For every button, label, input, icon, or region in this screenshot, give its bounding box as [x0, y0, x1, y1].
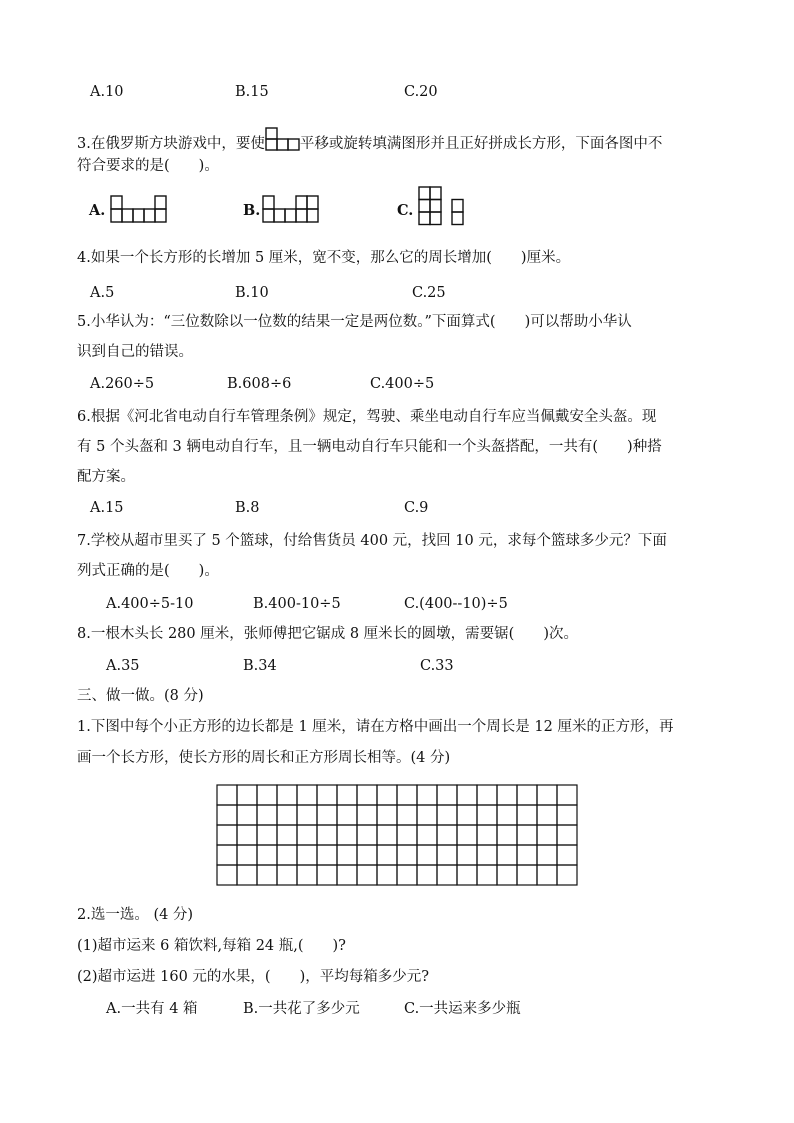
q7-question-line2: 列式正确的是( )。	[77, 563, 219, 579]
grid-cell[interactable]	[237, 785, 257, 805]
section-3-title: 三、做一做。(8 分)	[77, 688, 204, 704]
p1-line1: 1.下图中每个小正方形的边长都是 1 厘米，请在方格中画出一个周长是 12 厘米的正方形，再	[77, 719, 674, 735]
q6-question-line1: 6.根据《河北省电动自行车管理条例》规定，驾驶、乘坐电动自行车应当佩戴安全头盔。现	[77, 409, 657, 425]
grid-cell[interactable]	[377, 785, 397, 805]
grid-cell[interactable]	[317, 825, 337, 845]
grid-cell[interactable]	[377, 865, 397, 885]
q3-question-line1	[77, 127, 662, 154]
grid-cell[interactable]	[457, 865, 477, 885]
grid-cell[interactable]	[537, 845, 557, 865]
q6-question-line3: 配方案。	[77, 469, 135, 485]
grid-cell[interactable]	[377, 825, 397, 845]
grid-cell[interactable]	[497, 865, 517, 885]
grid-cell[interactable]	[517, 805, 537, 825]
q7-option-a[interactable]: A.400÷5-10	[106, 596, 194, 612]
grid-cell[interactable]	[277, 825, 297, 845]
q5-option-b[interactable]: B.608÷6	[227, 376, 292, 392]
q2-option-a[interactable]: A.10	[90, 84, 124, 100]
p2-option-c[interactable]: C.一共运来多少瓶	[404, 1001, 521, 1017]
grid-cell[interactable]	[397, 785, 417, 805]
grid-cell[interactable]	[357, 845, 377, 865]
grid-cell[interactable]	[297, 825, 317, 845]
grid-cell[interactable]	[217, 805, 237, 825]
grid-cell[interactable]	[337, 825, 357, 845]
p2-option-a[interactable]: A.一共有 4 箱	[106, 1001, 198, 1017]
q3-question-line2: 符合要求的是( )。	[77, 158, 219, 174]
grid-cell[interactable]	[257, 825, 277, 845]
grid-cell[interactable]	[417, 805, 437, 825]
p2-title: 2.选一选。 (4 分)	[77, 907, 194, 923]
q8-option-b[interactable]: B.34	[243, 658, 277, 674]
q3-option-c-figure[interactable]	[418, 186, 466, 226]
grid-cell[interactable]	[237, 825, 257, 845]
q2-option-c[interactable]: C.20	[404, 84, 438, 100]
grid-cell[interactable]	[217, 845, 237, 865]
grid-cell[interactable]	[437, 825, 457, 845]
q3-option-b-label[interactable]: B.	[243, 202, 261, 219]
q2-option-b[interactable]: B.15	[235, 84, 269, 100]
grid-cell[interactable]	[337, 845, 357, 865]
grid-cell[interactable]	[437, 845, 457, 865]
q8-option-a[interactable]: A.35	[106, 658, 140, 674]
p2-item1: (1)超市运来 6 箱饮料,每箱 24 瓶,( )?	[77, 938, 346, 954]
grid-cell[interactable]	[357, 865, 377, 885]
grid-cell[interactable]	[537, 805, 557, 825]
grid-cell[interactable]	[397, 845, 417, 865]
grid-cell[interactable]	[557, 785, 577, 805]
grid-cell[interactable]	[277, 845, 297, 865]
grid-cell[interactable]	[437, 785, 457, 805]
q3-text-before: 3.在俄罗斯方块游戏中，要使	[77, 136, 265, 152]
grid-cell[interactable]	[217, 825, 237, 845]
grid-cell[interactable]	[397, 865, 417, 885]
grid-cell[interactable]	[257, 785, 277, 805]
grid-cell[interactable]	[317, 805, 337, 825]
grid-cell[interactable]	[457, 825, 477, 845]
q3-option-a-label[interactable]: A.	[89, 202, 106, 219]
grid-cell[interactable]	[457, 845, 477, 865]
grid-cell[interactable]	[377, 845, 397, 865]
grid-cell[interactable]	[397, 825, 417, 845]
grid-cell[interactable]	[517, 845, 537, 865]
grid-cell[interactable]	[357, 805, 377, 825]
grid-cell[interactable]	[277, 865, 297, 885]
grid-cell[interactable]	[477, 805, 497, 825]
grid-cell[interactable]	[557, 845, 577, 865]
grid-cell[interactable]	[277, 785, 297, 805]
drawing-grid[interactable]	[217, 785, 577, 885]
grid-cell[interactable]	[237, 805, 257, 825]
grid-cell[interactable]	[537, 785, 557, 805]
grid-cell[interactable]	[217, 865, 237, 885]
grid-cell[interactable]	[477, 825, 497, 845]
grid-cell[interactable]	[557, 805, 577, 825]
grid-cell[interactable]	[497, 785, 517, 805]
p2-option-b[interactable]: B.一共花了多少元	[243, 1001, 360, 1017]
q3-text-after: 平移或旋转填满图形并且正好拼成长方形，下面各图中不	[299, 136, 663, 152]
q3-option-b-figure[interactable]	[262, 195, 320, 224]
grid-cell[interactable]	[397, 805, 417, 825]
grid-cell[interactable]	[297, 845, 317, 865]
grid-cell[interactable]	[257, 865, 277, 885]
grid-cell[interactable]	[357, 785, 377, 805]
q5-question-line2: 识到自己的错误。	[77, 344, 193, 360]
q8-option-c[interactable]: C.33	[420, 658, 454, 674]
grid-cell[interactable]	[317, 845, 337, 865]
grid-cell[interactable]	[437, 865, 457, 885]
grid-cell[interactable]	[417, 845, 437, 865]
grid-cell[interactable]	[537, 865, 557, 885]
grid-cell[interactable]	[417, 785, 437, 805]
tetromino-figure	[265, 127, 300, 151]
grid-cell[interactable]	[417, 825, 437, 845]
q3-option-a-figure[interactable]	[110, 195, 168, 224]
q5-question-line1: 5.小华认为：“三位数除以一位数的结果一定是两位数。”下面算式( )可以帮助小华认	[77, 314, 632, 330]
q7-option-b[interactable]: B.400-10÷5	[253, 596, 341, 612]
q8-question: 8.一根木头长 280 厘米，张师傅把它锯成 8 厘米长的圆墩，需要锯( )次。	[77, 626, 578, 642]
q4-option-b[interactable]: B.10	[235, 285, 269, 301]
grid-cell[interactable]	[497, 825, 517, 845]
q5-option-a[interactable]: A.260÷5	[90, 376, 155, 392]
q6-question-line2: 有 5 个头盔和 3 辆电动自行车，且一辆电动自行车只能和一个头盔搭配，一共有( )种搭	[77, 439, 662, 455]
grid-cell[interactable]	[257, 845, 277, 865]
grid-cell[interactable]	[377, 805, 397, 825]
q7-question-line1: 7.学校从超市里买了 5 个篮球，付给售货员 400 元，找回 10 元，求每个篮球多少元？下面	[77, 533, 667, 549]
grid-cell[interactable]	[217, 785, 237, 805]
q4-option-a[interactable]: A.5	[90, 285, 115, 301]
q4-option-c[interactable]: C.25	[412, 285, 446, 301]
grid-cell[interactable]	[297, 865, 317, 885]
q7-option-c[interactable]: C.(400--10)÷5	[404, 596, 508, 612]
grid-cell[interactable]	[237, 845, 257, 865]
grid-cell[interactable]	[457, 785, 477, 805]
q6-option-a[interactable]: A.15	[90, 500, 124, 516]
grid-cell[interactable]	[477, 865, 497, 885]
p2-item2: (2)超市运进 160 元的水果，( )，平均每箱多少元?	[77, 969, 430, 985]
grid-cell[interactable]	[277, 805, 297, 825]
grid-cell[interactable]	[477, 785, 497, 805]
q5-option-c[interactable]: C.400÷5	[370, 376, 435, 392]
grid-cell[interactable]	[457, 805, 477, 825]
grid-cell[interactable]	[317, 865, 337, 885]
grid-cell[interactable]	[557, 865, 577, 885]
grid-cell[interactable]	[337, 805, 357, 825]
grid-cell[interactable]	[317, 785, 337, 805]
p1-line2: 画一个长方形，使长方形的周长和正方形周长相等。(4 分)	[77, 750, 451, 766]
q3-option-c-label[interactable]: C.	[397, 202, 414, 219]
grid-cell[interactable]	[557, 825, 577, 845]
grid-cell[interactable]	[297, 785, 317, 805]
grid-cell[interactable]	[517, 785, 537, 805]
grid-cell[interactable]	[497, 805, 517, 825]
grid-cell[interactable]	[517, 865, 537, 885]
grid-cell[interactable]	[497, 845, 517, 865]
q6-option-c[interactable]: C.9	[404, 500, 429, 516]
grid-cell[interactable]	[517, 825, 537, 845]
grid-cell[interactable]	[357, 825, 377, 845]
grid-cell[interactable]	[537, 825, 557, 845]
q6-option-b[interactable]: B.8	[235, 500, 260, 516]
grid-cell[interactable]	[437, 805, 457, 825]
grid-cell[interactable]	[297, 805, 317, 825]
grid-cell[interactable]	[477, 845, 497, 865]
grid-cell[interactable]	[337, 785, 357, 805]
grid-cell[interactable]	[237, 865, 257, 885]
grid-cell[interactable]	[257, 805, 277, 825]
grid-cell[interactable]	[417, 865, 437, 885]
q4-question: 4.如果一个长方形的长增加 5 厘米，宽不变，那么它的周长增加( )厘米。	[77, 250, 571, 266]
grid-cell[interactable]	[337, 865, 357, 885]
